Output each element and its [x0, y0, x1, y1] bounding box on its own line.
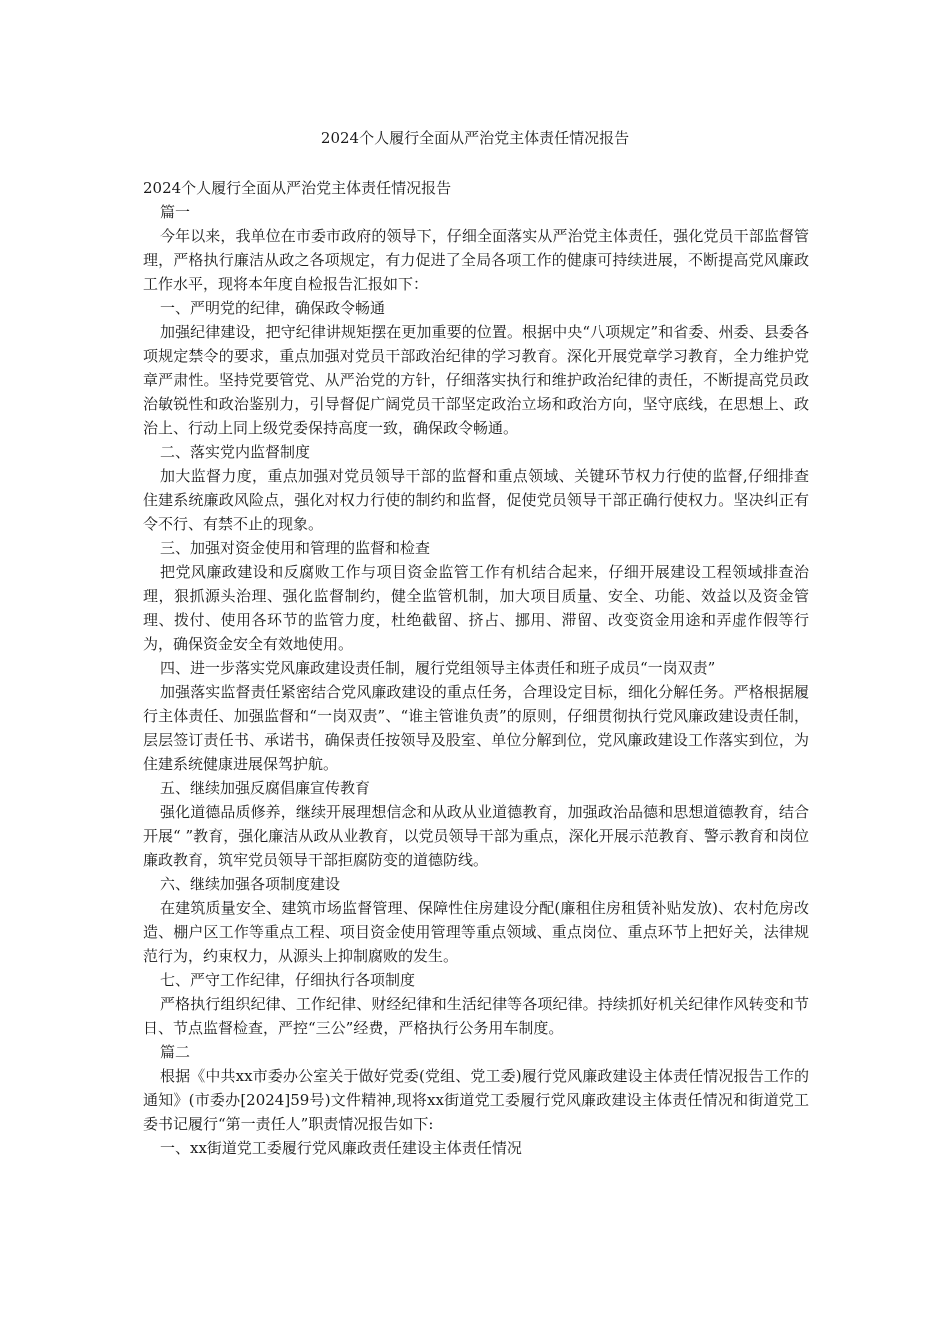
section-heading-7: 七、严守工作纪律，仔细执行各项制度 — [160, 971, 416, 989]
section-paragraph-3: 把党风廉政建设和反腐败工作与项目资金监管工作有机结合起来，仔细开展建设工程领域排查治理，狠抓源头治理、强化监督制约，健全监管机制，加大项目质量、安全、功能、效益以及资金管理、拨付、使用各环节的监管力度，杜绝截留、挤占、挪用、滞留、改变资金用途和弄虚作假等行为，确保资金安全有效地使用。 — [143, 563, 809, 653]
document-title: 2024个人履行全面从严治党主体责任情况报告 — [320, 129, 630, 147]
part2-intro-paragraph: 根据《中共xx市委办公室关于做好党委(党组、党工委)履行党风廉政建设主体责任情况报告工作的通知》(市委办[2024]59号)文件精神,现将xx街道党工委履行党风廉政建设主体责任情况和街道党工委书记履行“第一责任人”职责情况报告如下: — [143, 1067, 809, 1133]
section-paragraph-4: 加强落实监督责任紧密结合党风廉政建设的重点任务，合理设定目标，细化分解任务。严格根据履行主体责任、加强监督和“一岗双责”、“谁主管谁负责”的原则，仔细贯彻执行党风廉政建设责任制，层层签订责任书、承诺书，确保责任按领导及股室、单位分解到位，党风廉政建设工作落实到位，为住建系统健康进展保驾护航。 — [143, 683, 809, 773]
section-paragraph-5: 强化道德品质修养，继续开展理想信念和从政从业道德教育，加强政治品德和思想道德教育，结合开展“ ”教育，强化廉洁从政从业教育，以党员领导干部为重点，深化开展示范教育、警示教育和岗位廉政教育，筑牢党员领导干部拒腐防变的道德防线。 — [143, 803, 809, 869]
part-label-2: 篇二 — [160, 1043, 191, 1061]
section-heading-5: 五、继续加强反腐倡廉宣传教育 — [160, 779, 371, 797]
section-paragraph-1: 加强纪律建设，把守纪律讲规矩摆在更加重要的位置。根据中央“八项规定”和省委、州委、县委各项规定禁令的要求，重点加强对党员干部政治纪律的学习教育。深化开展党章学习教育，全力维护党章严肃性。坚持党要管党、从严治党的方针，仔细落实执行和维护政治纪律的责任，不断提高党员政治敏锐性和政治鉴别力，引导督促广阔党员干部坚定政治立场和政治方向，坚守底线，在思想上、政治上、行动上同上级党委保持高度一致，确保政令畅通。 — [143, 323, 809, 437]
section-paragraph-2: 加大监督力度，重点加强对党员领导干部的监督和重点领域、关键环节权力行使的监督,仔细排查住建系统廉政风险点，强化对权力行使的制约和监督，促使党员领导干部正确行使权力。坚决纠正有令不行、有禁不止的现象。 — [143, 467, 809, 533]
section-paragraph-6: 在建筑质量安全、建筑市场监督管理、保障性住房建设分配(廉租住房租赁补贴发放)、农村危房改造、棚户区工作等重点工程、项目资金使用管理等重点领域、重点岗位、重点环节上把好关，法律规范行为，约束权力，从源头上抑制腐败的发生。 — [143, 899, 809, 965]
part-label-1: 篇一 — [160, 203, 191, 221]
section-heading-2: 二、落实党内监督制度 — [160, 443, 311, 461]
document-subtitle: 2024个人履行全面从严治党主体责任情况报告 — [143, 179, 452, 197]
section-heading-1: 一、严明党的纪律，确保政令畅通 — [160, 299, 386, 317]
section-paragraph-7: 严格执行组织纪律、工作纪律、财经纪律和生活纪律等各项纪律。持续抓好机关纪律作风转变和节日、节点监督检查，严控“三公”经费，严格执行公务用车制度。 — [143, 995, 809, 1037]
intro-paragraph: 今年以来，我单位在市委市政府的领导下，仔细全面落实从严治党主体责任，强化党员干部监督管理，严格执行廉洁从政之各项规定，有力促进了全局各项工作的健康可持续进展，不断提高党风廉政工作水平，现将本年度自检报告汇报如下： — [143, 227, 809, 293]
section-heading-4: 四、进一步落实党风廉政建设责任制，履行党组领导主体责任和班子成员“一岗双责” — [160, 659, 716, 677]
section-heading-6: 六、继续加强各项制度建设 — [160, 875, 341, 893]
document-body — [143, 176, 809, 1160]
part2-section-heading-1: 一、xx街道党工委履行党风廉政责任建设主体责任情况 — [160, 1139, 522, 1157]
section-heading-3: 三、加强对资金使用和管理的监督和检查 — [160, 539, 431, 557]
